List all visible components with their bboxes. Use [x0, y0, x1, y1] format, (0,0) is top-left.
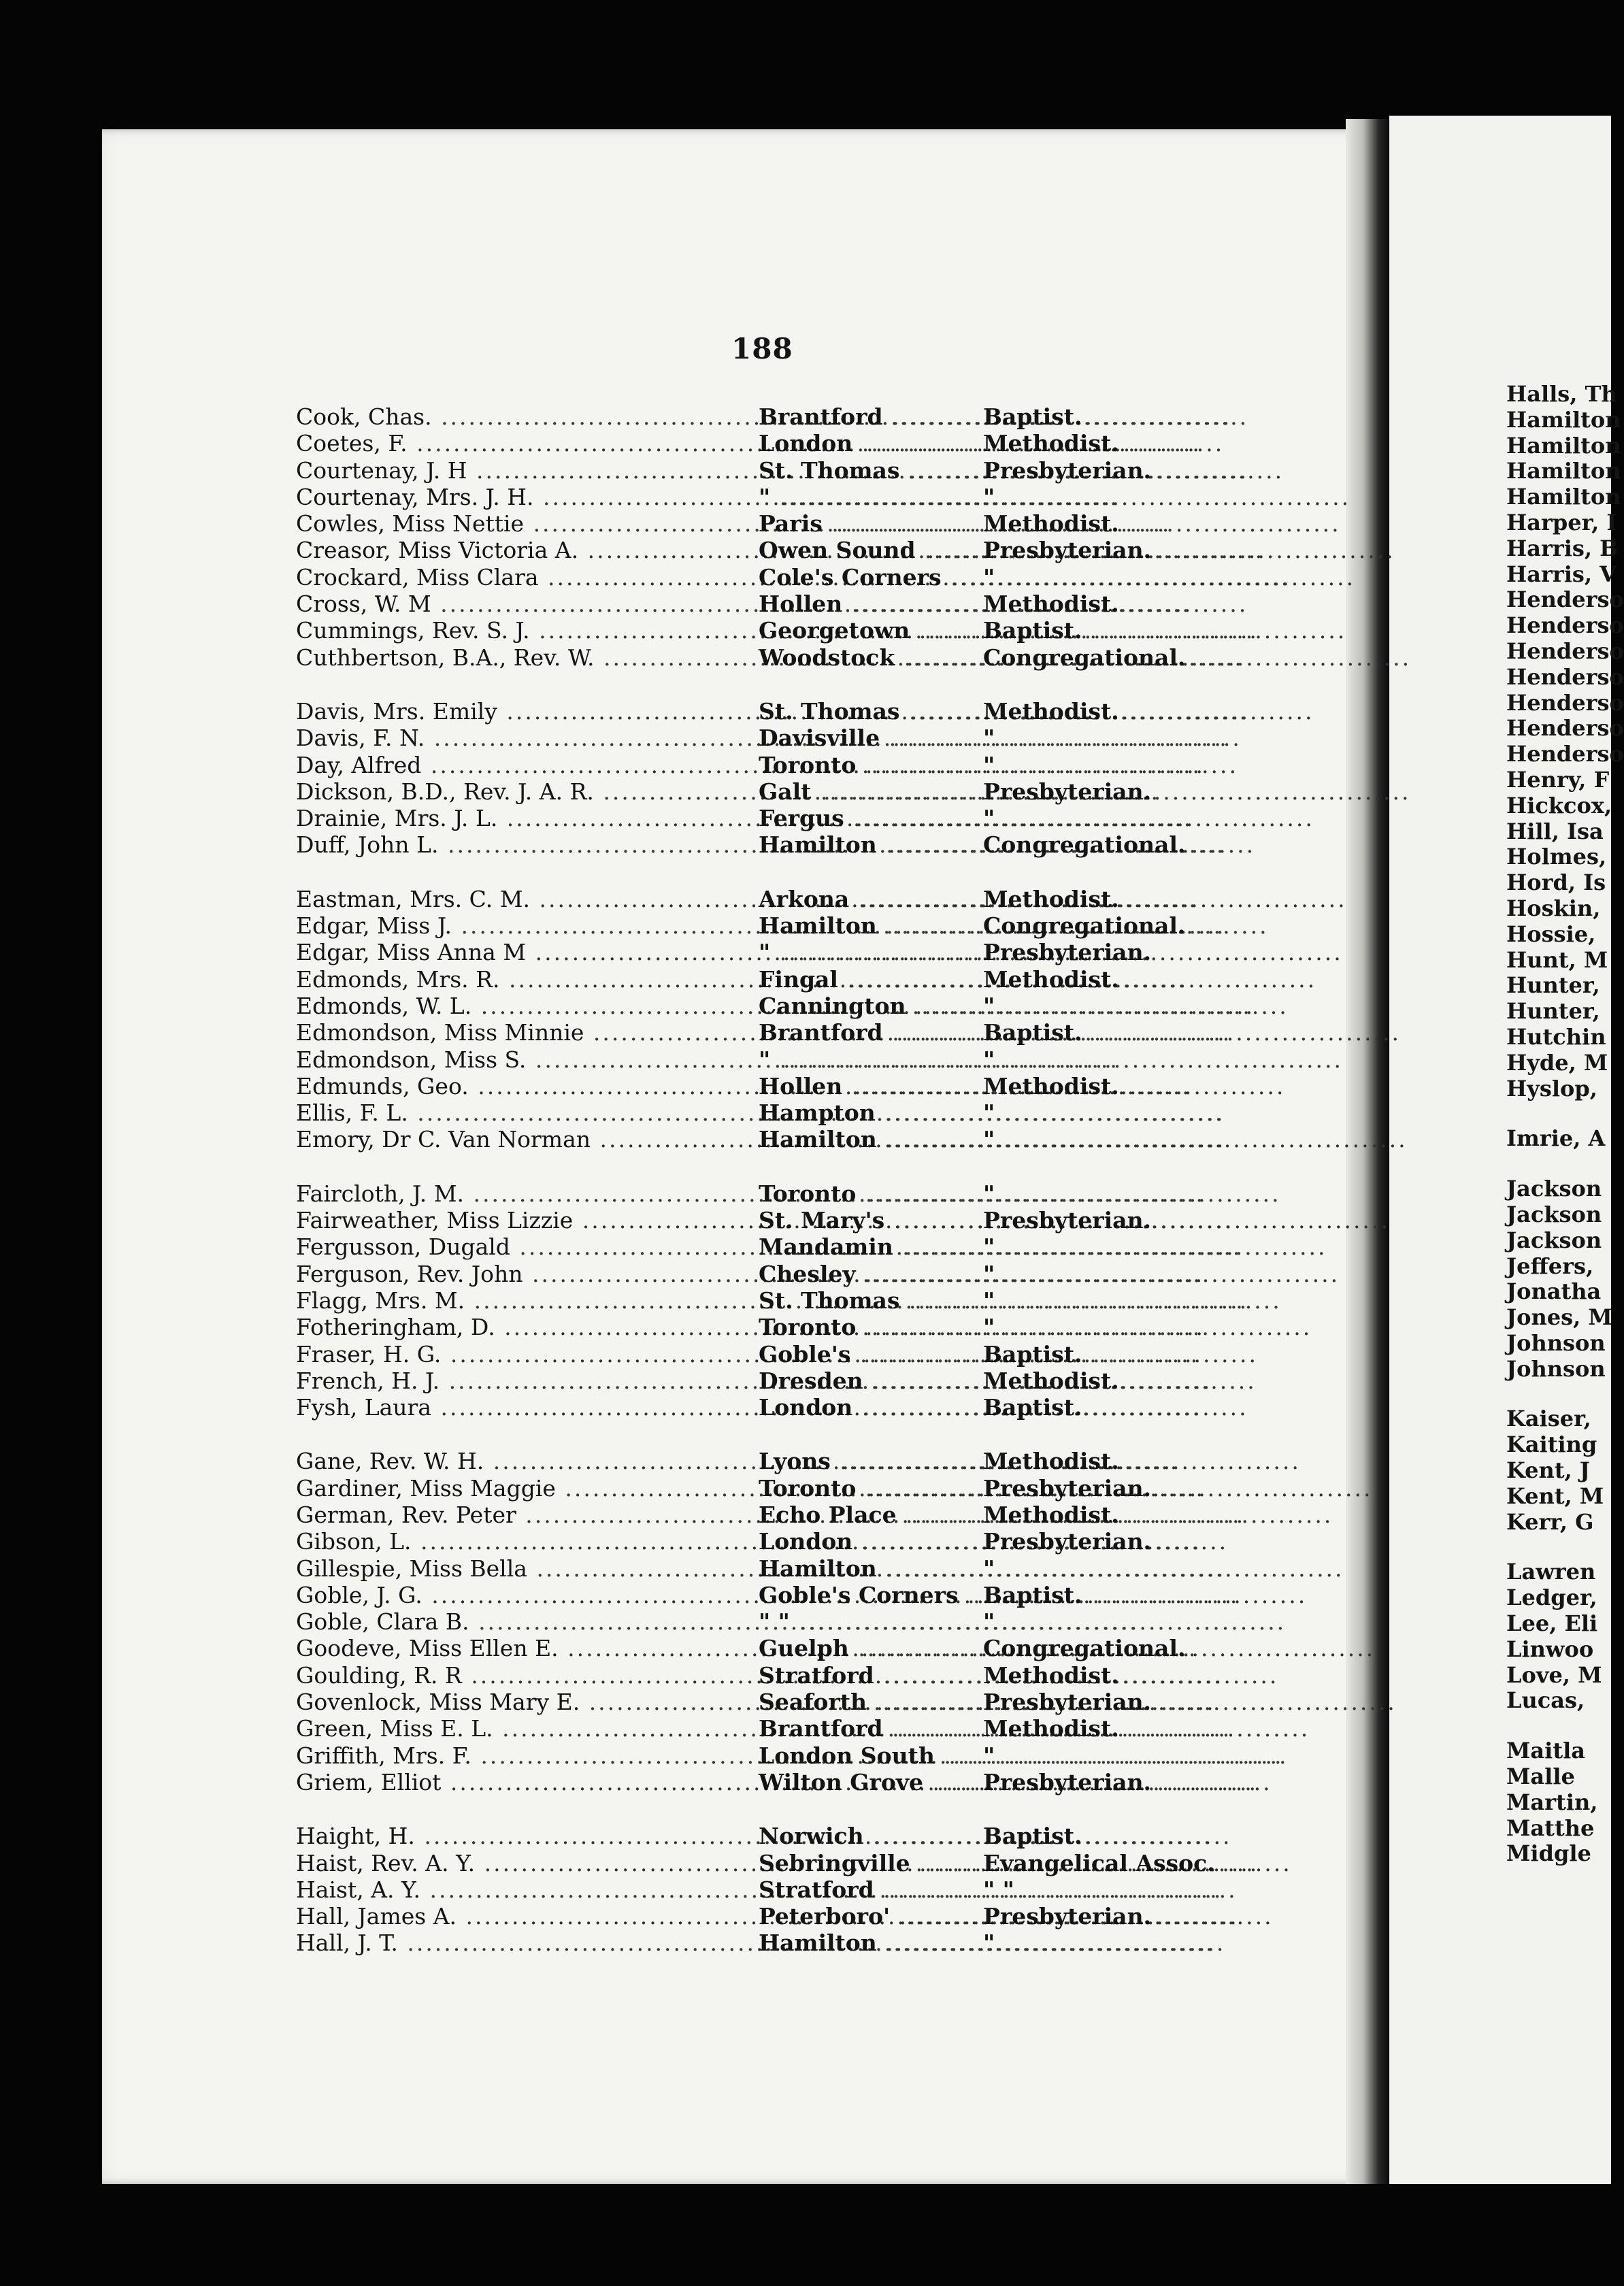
entry-denomination: Presbyterian.: [983, 1528, 1152, 1555]
right-page-fragment: Love, M: [1506, 1661, 1602, 1688]
right-page-fragment: Harris, B: [1506, 535, 1619, 561]
entry-place: Echo Place .....: [750, 1502, 976, 1528]
entry-place: St. Thomas .....: [750, 698, 976, 725]
entry-denomination: ": [983, 1099, 995, 1127]
entry-denomination: Congregational.: [983, 1635, 1186, 1662]
entry-place: Brantford .....: [750, 1019, 976, 1046]
right-page-fragment: Hyslop,: [1506, 1075, 1597, 1101]
directory-row: [296, 1099, 1262, 1126]
entry-place: Hamilton .....: [750, 912, 976, 939]
entry-place: Peterboro' .....: [750, 1903, 976, 1929]
right-page-fragment: Harper, I: [1506, 509, 1617, 535]
directory-row: [296, 537, 1262, 563]
entry-name: Dickson, B.D., Rev. J. A. R. .....: [296, 778, 750, 805]
entry-denomination: Methodist.: [983, 430, 1119, 457]
entry-name: Gillespie, Miss Bella .....: [296, 1555, 750, 1582]
directory-row: [296, 564, 1262, 591]
entry-place: Dresden .....: [750, 1368, 976, 1394]
entry-place: Owen Sound .....: [750, 537, 976, 563]
entry-name: Cross, W. M .....: [296, 591, 750, 617]
entry-place: Lyons .....: [750, 1448, 976, 1474]
directory-row: [296, 510, 1262, 537]
fragment-gap: [1506, 1713, 1611, 1738]
entry-denomination: ": [983, 563, 995, 591]
entry-denomination: Baptist.: [983, 403, 1082, 430]
directory-row: [296, 1769, 1262, 1795]
entry-denomination: ": [983, 483, 995, 510]
entry-denomination: Presbyterian.: [983, 1689, 1152, 1716]
entry-place: London .....: [750, 1528, 976, 1555]
directory-row: [296, 1019, 1262, 1046]
entry-place: Wilton Grove .....: [750, 1769, 976, 1795]
entry-name: Gardiner, Miss Maggie .....: [296, 1475, 750, 1502]
directory-row: [296, 1368, 1262, 1394]
right-page-fragments: [1506, 381, 1624, 1867]
fragment-gap: [1506, 1534, 1611, 1559]
entry-denomination: " ": [983, 1876, 1014, 1903]
entry-place: Hamilton .....: [750, 1929, 976, 1956]
directory-row: [296, 617, 1262, 644]
entry-place: London .....: [750, 1394, 976, 1421]
directory-row: [296, 1287, 1262, 1314]
directory-row: [296, 1394, 1262, 1421]
entry-place: London .....: [750, 430, 976, 457]
entry-denomination: Methodist.: [983, 1367, 1119, 1394]
fragment-gap: [1506, 1101, 1611, 1125]
right-page-fragment: Jackson: [1506, 1176, 1602, 1202]
entry-name: Edmonds, Mrs. R. .....: [296, 966, 750, 993]
directory-row: [296, 1715, 1262, 1742]
entry-place: Cole's Corners .....: [750, 564, 976, 591]
entry-place: Hamilton .....: [750, 831, 976, 858]
entry-name: Goodeve, Miss Ellen E. .....: [296, 1635, 750, 1661]
entry-place: Toronto .....: [750, 1314, 976, 1340]
entry-denomination: Methodist.: [983, 1661, 1119, 1689]
entry-denomination: ": [983, 1742, 995, 1769]
directory-row: [296, 1528, 1262, 1555]
directory-row: [296, 1233, 1262, 1260]
right-page-fragment: Henderso: [1506, 637, 1624, 664]
directory-row: [296, 778, 1262, 805]
entry-group: [296, 1180, 1262, 1421]
entry-denomination: Presbyterian.: [983, 778, 1152, 805]
entry-name: Haist, Rev. A. Y. .....: [296, 1850, 750, 1876]
entry-name: Cuthbertson, B.A., Rev. W. .....: [296, 644, 750, 671]
entry-group: [296, 886, 1262, 1153]
entry-denomination: Presbyterian.: [983, 457, 1152, 484]
entry-denomination: Presbyterian.: [983, 939, 1152, 966]
directory-row: [296, 1850, 1262, 1876]
directory-row: [296, 1261, 1262, 1287]
right-page-fragment: Halls, Th: [1506, 381, 1617, 407]
entry-name: Eastman, Mrs. C. M. .....: [296, 886, 750, 912]
entry-denomination: ": [983, 1046, 995, 1073]
right-page-fragment: Jackson: [1506, 1201, 1602, 1227]
entry-place: Toronto .....: [750, 1475, 976, 1502]
entry-name: Ellis, F. L. .....: [296, 1099, 750, 1126]
right-page-fragment: Kent, J: [1506, 1457, 1590, 1484]
entry-name: Fotheringham, D. .....: [296, 1314, 750, 1340]
entry-denomination: ": [983, 1555, 995, 1582]
entry-name: Edgar, Miss Anna M .....: [296, 939, 750, 965]
directory-row: [296, 1502, 1262, 1528]
entry-name: Edmonds, W. L. .....: [296, 993, 750, 1019]
directory-row: [296, 1903, 1262, 1929]
entry-place: " .....: [750, 1046, 976, 1073]
entry-place: Davisville .....: [750, 725, 976, 751]
right-page-fragment: Henderso: [1506, 586, 1624, 613]
entry-denomination: ": [983, 1126, 995, 1153]
entry-name: Haight, H. .....: [296, 1823, 750, 1849]
entry-denomination: Presbyterian.: [983, 1207, 1152, 1234]
directory-row: [296, 1689, 1262, 1715]
entry-place: Mandamin .....: [750, 1233, 976, 1260]
directory-row: [296, 1046, 1262, 1073]
directory-row: [296, 1662, 1262, 1689]
entry-name: Edmunds, Geo. .....: [296, 1073, 750, 1099]
right-page-fragment: Hamilton: [1506, 458, 1621, 484]
entry-denomination: Baptist.: [983, 617, 1082, 644]
entry-name: Courtenay, J. H .....: [296, 457, 750, 484]
directory-row: [296, 1742, 1262, 1769]
entry-name: Govenlock, Miss Mary E. .....: [296, 1689, 750, 1715]
entry-denomination: Baptist.: [983, 1581, 1082, 1608]
entry-denomination: Baptist.: [983, 1823, 1082, 1850]
entry-place: Chesley .....: [750, 1261, 976, 1287]
right-page-fragment: Imrie, A: [1506, 1125, 1606, 1152]
directory-row: [296, 1126, 1262, 1153]
entry-name: Griffith, Mrs. F. .....: [296, 1742, 750, 1769]
directory-row: [296, 805, 1262, 831]
right-page-fragment: Henderso: [1506, 715, 1624, 742]
directory-row: [296, 1555, 1262, 1582]
right-page-fragment: Kerr, G: [1506, 1508, 1594, 1535]
entry-denomination: ": [983, 1287, 995, 1314]
right-page-fragment: Hossie,: [1506, 921, 1596, 947]
entry-name: Gibson, L. .....: [296, 1528, 750, 1555]
directory-row: [296, 1341, 1262, 1368]
right-page-fragment: Jackson: [1506, 1227, 1602, 1253]
entry-denomination: Methodist.: [983, 591, 1119, 618]
entry-place: " .....: [750, 484, 976, 510]
entry-name: French, H. J. .....: [296, 1368, 750, 1394]
directory-row: [296, 752, 1262, 778]
entry-name: Fergusson, Dugald .....: [296, 1233, 750, 1260]
directory-entries: [296, 403, 1262, 1984]
entry-group: [296, 403, 1262, 671]
entry-name: Cowles, Miss Nettie .....: [296, 510, 750, 537]
directory-row: [296, 1180, 1262, 1207]
entry-name: Griem, Elliot .....: [296, 1769, 750, 1795]
entry-denomination: Methodist.: [983, 885, 1119, 912]
page-number: 188: [731, 332, 793, 365]
entry-name: Goble, Clara B. .....: [296, 1608, 750, 1635]
entry-denomination: Methodist.: [983, 510, 1119, 537]
entry-group: [296, 1448, 1262, 1795]
entry-denomination: ": [983, 1180, 995, 1207]
entry-place: Goble's .....: [750, 1341, 976, 1368]
directory-row: [296, 457, 1262, 484]
right-page-fragment: Hunter,: [1506, 972, 1600, 999]
directory-row: [296, 1876, 1262, 1903]
entry-name: Duff, John L. .....: [296, 831, 750, 858]
right-page-fragment: Henry, F: [1506, 766, 1610, 793]
entry-name: Cook, Chas. .....: [296, 403, 750, 430]
directory-row: [296, 831, 1262, 858]
entry-place: London South .....: [750, 1742, 976, 1769]
directory-row: [296, 1207, 1262, 1233]
right-page-fragment: Lee, Eli: [1506, 1610, 1598, 1637]
entry-name: Cummings, Rev. S. J. .....: [296, 617, 750, 644]
directory-row: [296, 698, 1262, 725]
directory-row: [296, 1635, 1262, 1661]
entry-place: Sebringville .....: [750, 1850, 976, 1876]
entry-name: Coetes, F. .....: [296, 430, 750, 457]
right-page-fragment: Maitla: [1506, 1738, 1585, 1764]
right-page-fragment: Hickcox,: [1506, 792, 1612, 818]
entry-group: [296, 1823, 1262, 1956]
directory-row: [296, 484, 1262, 510]
directory-row: [296, 886, 1262, 912]
entry-name: Goble, J. G. .....: [296, 1582, 750, 1608]
entry-place: St. Thomas .....: [750, 457, 976, 484]
directory-row: [296, 1475, 1262, 1502]
right-page-fragment: Lawren: [1506, 1559, 1596, 1585]
right-page-fragment: Henderso: [1506, 663, 1624, 690]
directory-row: [296, 939, 1262, 965]
entry-denomination: Congregational.: [983, 644, 1186, 671]
fragment-gap: [1506, 1151, 1611, 1176]
directory-row: [296, 993, 1262, 1019]
right-page-fragment: Hoskin,: [1506, 895, 1601, 921]
right-page-fragment: Hyde, M: [1506, 1049, 1608, 1076]
entry-name: Edgar, Miss J. .....: [296, 912, 750, 939]
right-page-fragment: Holmes,: [1506, 844, 1607, 870]
entry-name: German, Rev. Peter .....: [296, 1502, 750, 1528]
entry-place: Toronto .....: [750, 752, 976, 778]
entry-place: Stratford .....: [750, 1662, 976, 1689]
right-page-fragment: Hunter,: [1506, 998, 1600, 1025]
entry-denomination: Presbyterian.: [983, 1903, 1152, 1930]
directory-row: [296, 591, 1262, 617]
entry-place: Norwich .....: [750, 1823, 976, 1849]
right-page-fragment: Henderso: [1506, 741, 1624, 767]
entry-denomination: ": [983, 992, 995, 1019]
entry-name: Crockard, Miss Clara .....: [296, 564, 750, 591]
entry-name: Faircloth, J. M. .....: [296, 1180, 750, 1207]
right-page-fragment: Hord, Is: [1506, 869, 1606, 896]
entry-place: Arkona .....: [750, 886, 976, 912]
entry-place: Paris .....: [750, 510, 976, 537]
entry-name: Drainie, Mrs. J. L. .....: [296, 805, 750, 831]
entry-place: Hamilton .....: [750, 1555, 976, 1582]
entry-place: St. Thomas .....: [750, 1287, 976, 1314]
directory-row: [296, 430, 1262, 457]
right-page-fragment: Linwoo: [1506, 1636, 1594, 1662]
entry-place: Goble's Corners .....: [750, 1582, 976, 1608]
entry-name: Fysh, Laura .....: [296, 1394, 750, 1421]
right-page-fragment: Hill, Isa: [1506, 818, 1604, 844]
directory-row: [296, 966, 1262, 993]
entry-denomination: ": [983, 751, 995, 778]
entry-place: Cannington .....: [750, 993, 976, 1019]
right-page-fragment: Hamilton: [1506, 432, 1621, 459]
entry-name: Day, Alfred .....: [296, 752, 750, 778]
right-page-fragment: Kaiser,: [1506, 1406, 1591, 1432]
entry-denomination: Congregational.: [983, 912, 1186, 940]
directory-row: [296, 1608, 1262, 1635]
entry-place: Hamilton .....: [750, 1126, 976, 1153]
entry-place: Hollen .....: [750, 591, 976, 617]
entry-place: Hampton .....: [750, 1099, 976, 1126]
entry-name: Goulding, R. R .....: [296, 1662, 750, 1689]
entry-name: Davis, F. N. .....: [296, 725, 750, 751]
entry-place: " " .....: [750, 1608, 976, 1635]
directory-row: [296, 1448, 1262, 1474]
right-page-fragment: Jones, M: [1506, 1304, 1612, 1331]
entry-denomination: Methodist.: [983, 1448, 1119, 1475]
directory-row: [296, 644, 1262, 671]
entry-denomination: Presbyterian.: [983, 1768, 1152, 1795]
entry-place: Brantford .....: [750, 1715, 976, 1742]
directory-row: [296, 1073, 1262, 1099]
directory-row: [296, 1582, 1262, 1608]
entry-place: Fergus .....: [750, 805, 976, 831]
entry-denomination: Presbyterian.: [983, 537, 1152, 564]
entry-name: Creasor, Miss Victoria A. .....: [296, 537, 750, 563]
entry-denomination: ": [983, 1929, 995, 1957]
entry-name: Fraser, H. G. .....: [296, 1341, 750, 1368]
entry-name: Gane, Rev. W. H. .....: [296, 1448, 750, 1474]
entry-denomination: Methodist.: [983, 697, 1119, 725]
right-page-fragment: Kent, M: [1506, 1482, 1604, 1509]
entry-denomination: ": [983, 1233, 995, 1261]
entry-place: " .....: [750, 939, 976, 965]
right-page-fragment: Johnson: [1506, 1355, 1606, 1382]
entry-name: Courtenay, Mrs. J. H. .....: [296, 484, 750, 510]
entry-name: Fairweather, Miss Lizzie .....: [296, 1207, 750, 1233]
right-page-fragment: Harris, V: [1506, 561, 1617, 587]
right-page-fragment: Johnson: [1506, 1329, 1606, 1356]
right-page-fragment: Jonatha: [1506, 1278, 1602, 1305]
entry-place: Georgetown .....: [750, 617, 976, 644]
directory-row: [296, 725, 1262, 751]
entry-place: St. Mary's .....: [750, 1207, 976, 1233]
entry-denomination: Baptist.: [983, 1394, 1082, 1421]
right-page-fragment: Martin,: [1506, 1789, 1598, 1815]
entry-name: Hall, James A. .....: [296, 1903, 750, 1929]
entry-place: Seaforth .....: [750, 1689, 976, 1715]
entry-denomination: Evangelical Assoc.: [983, 1849, 1215, 1876]
right-page-fragment: Lucas,: [1506, 1687, 1585, 1714]
directory-row: [296, 1823, 1262, 1849]
right-page-fragment: Midgle: [1506, 1840, 1591, 1867]
entry-group: [296, 698, 1262, 859]
entry-denomination: Methodist.: [983, 965, 1119, 993]
right-page-fragment: Hamilton: [1506, 406, 1621, 433]
entry-denomination: Methodist.: [983, 1501, 1119, 1528]
entry-name: Flagg, Mrs. M. .....: [296, 1287, 750, 1314]
directory-row: [296, 912, 1262, 939]
entry-place: Hollen .....: [750, 1073, 976, 1099]
right-page-fragment: Hunt, M: [1506, 946, 1608, 973]
right-page-fragment: Henderso: [1506, 612, 1624, 639]
directory-row: [296, 403, 1262, 430]
entry-name: Edmondson, Miss Minnie .....: [296, 1019, 750, 1046]
right-page-fragment: Jeffers,: [1506, 1253, 1594, 1279]
directory-row: [296, 1314, 1262, 1340]
entry-denomination: Methodist.: [983, 1072, 1119, 1099]
entry-name: Haist, A. Y. .....: [296, 1876, 750, 1903]
entry-place: Stratford .....: [750, 1876, 976, 1903]
entry-name: Edmondson, Miss S. .....: [296, 1046, 750, 1073]
entry-name: Davis, Mrs. Emily .....: [296, 698, 750, 725]
entry-denomination: Baptist.: [983, 1340, 1082, 1368]
entry-denomination: ": [983, 805, 995, 832]
fragment-gap: [1506, 1381, 1611, 1406]
entry-place: Toronto .....: [750, 1180, 976, 1207]
entry-name: Ferguson, Rev. John .....: [296, 1261, 750, 1287]
directory-row: [296, 1929, 1262, 1956]
right-page-fragment: Ledger,: [1506, 1585, 1597, 1611]
right-page-fragment: Matthe: [1506, 1815, 1595, 1841]
entry-name: Emory, Dr C. Van Norman .....: [296, 1126, 750, 1153]
entry-place: Fingal .....: [750, 966, 976, 993]
entry-denomination: Congregational.: [983, 831, 1186, 859]
entry-denomination: ": [983, 1608, 995, 1636]
entry-place: Galt .....: [750, 778, 976, 805]
entry-place: Guelph .....: [750, 1635, 976, 1661]
right-page-fragment: Hutchin: [1506, 1023, 1606, 1050]
right-page-fragment: Hamilton: [1506, 484, 1621, 510]
entry-denomination: Methodist.: [983, 1715, 1119, 1742]
entry-place: Brantford .....: [750, 403, 976, 430]
entry-name: Hall, J. T. .....: [296, 1929, 750, 1956]
entry-denomination: Presbyterian.: [983, 1474, 1152, 1502]
entry-name: Green, Miss E. L. .....: [296, 1715, 750, 1742]
right-page-fragment: Malle: [1506, 1763, 1575, 1790]
right-page-fragment: Kaiting: [1506, 1431, 1597, 1458]
entry-place: Woodstock .....: [750, 644, 976, 671]
entry-denomination: Baptist.: [983, 1019, 1082, 1046]
entry-denomination: ": [983, 1260, 995, 1287]
entry-denomination: ": [983, 725, 995, 752]
entry-denomination: ": [983, 1314, 995, 1341]
right-page-fragment: Henderso: [1506, 689, 1624, 716]
